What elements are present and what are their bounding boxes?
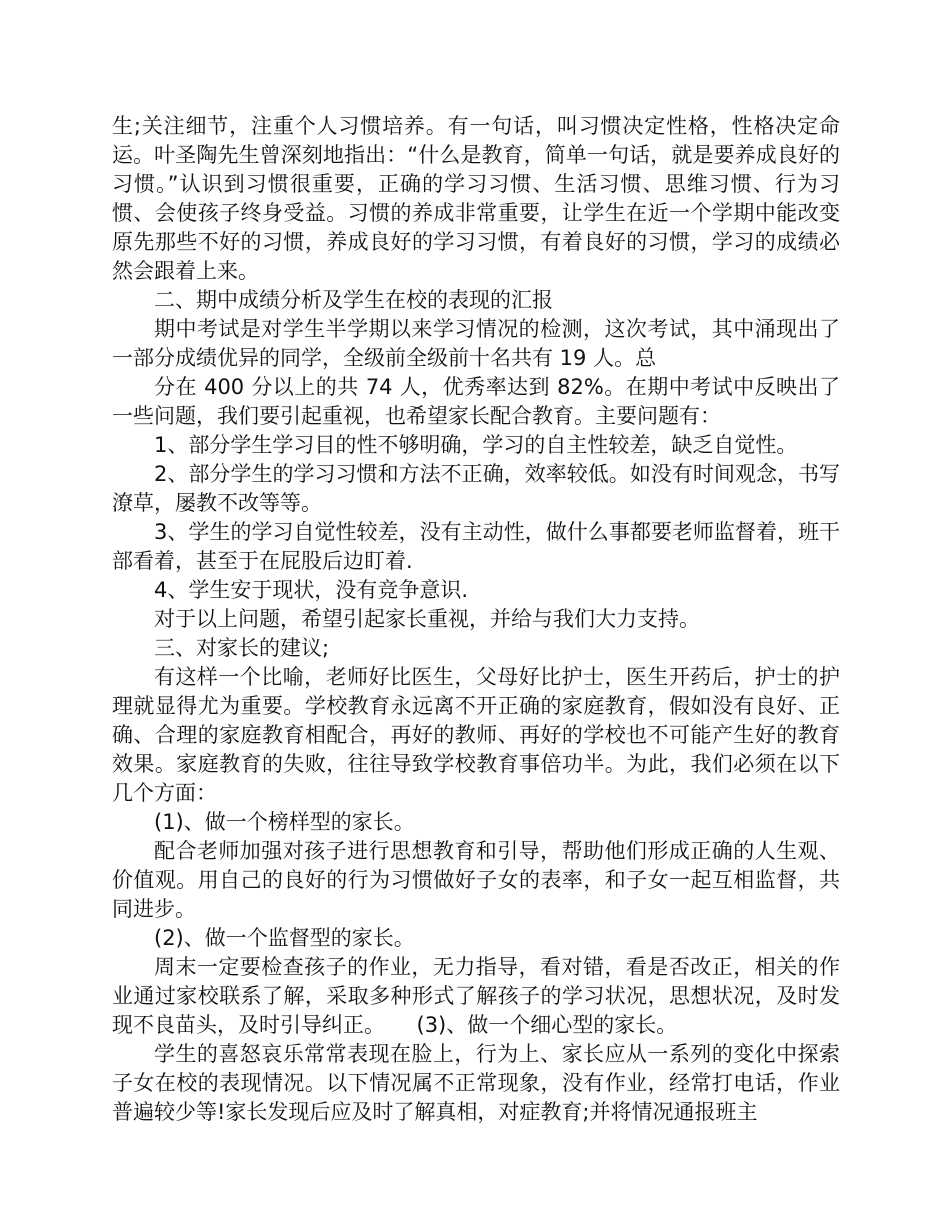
subheading-supervising-parent: (2)、做一个监督型的家长。 <box>154 926 415 950</box>
heading-midterm-analysis: 二、期中成绩分析及学生在校的表现的汇报 <box>154 288 553 312</box>
paragraph-habits: 生;关注细节，注重个人习惯培养。有一句话，叫习惯决定性格，性格决定命运。叶圣陶先生曾深刻地指出：“什么是教育，简单一句话，就是要养成良好的习惯。”认识到习惯很重要，正确的学习习惯、生活习惯、思维习惯、行为习惯、会使孩子终身受益。习惯的养成非常重要，让学生在近一个学期中能改变原先那些不好的习惯，养成良好的学习习惯，有着良好的习惯，学习的成绩必然会跟着上来。 <box>112 114 840 283</box>
paragraph-request-support: 对于以上问题，希望引起家长重视，并给与我们大力支持。 <box>154 607 700 631</box>
problem-item-1: 1、部分学生学习目的性不够明确，学习的自主性较差，缺乏自觉性。 <box>154 433 798 457</box>
subheading-role-model-parent: (1)、做一个榜样型的家长。 <box>154 810 415 834</box>
paragraph-metaphor: 有这样一个比喻，老师好比医生，父母好比护士，医生开药后，护士的护理就显得尤为重要。学校教育永远离不开正确的家庭教育，假如没有良好、正确、合理的家庭教育相配合，再好的教师、再好的学校也不可能产生好的教育效果。家庭教育的失败，往往导致学校教育事倍功半。为此，我们必须在以下几个方面： <box>112 665 840 805</box>
paragraph-midterm-results: 期中考试是对学生半学期以来学习情况的检测，这次考试，其中涌现出了一部分成绩优异的同学，全级前全级前十名共有 19 人。总 <box>112 317 840 370</box>
problem-item-3: 3、学生的学习自觉性较差，没有主动性，做什么事都要老师监督着，班干部看着，甚至于在屁股后边盯着. <box>112 520 840 573</box>
problem-item-2: 2、部分学生的学习习惯和方法不正确，效率较低。如没有时间观念，书写潦草，屡教不改等等。 <box>112 462 840 515</box>
document-body <box>112 112 840 1127</box>
paragraph-attentive-parent: 学生的喜怒哀乐常常表现在脸上，行为上、家长应从一系列的变化中探索子女在校的表现情况。以下情况属不正常现象，没有作业，经常打电话，作业普遍较少等!家长发现后应及时了解真相，对症教育;并将情况通报班主 <box>112 1042 840 1124</box>
heading-parent-suggestions: 三、对家长的建议; <box>154 636 330 660</box>
paragraph-role-model: 配合老师加强对孩子进行思想教育和引导，帮助他们形成正确的人生观、价值观。用自己的良好的行为习惯做好子女的表率，和子女一起互相监督，共同进步。 <box>112 839 840 921</box>
problem-item-4: 4、学生安于现状，没有竞争意识. <box>154 578 469 602</box>
paragraph-supervision: 周末一定要检查孩子的作业，无力指导，看对错，看是否改正，相关的作业通过家校联系了解，采取多种形式了解孩子的学习状况，思想状况，及时发现不良苗头，及时引导纠正。 (3)、做一个细心型的家长。 <box>112 955 840 1037</box>
paragraph-score-summary: 分在 400 分以上的共 74 人，优秀率达到 82%。在期中考试中反映出了一些问题，我们要引起重视，也希望家长配合教育。主要问题有： <box>112 375 840 428</box>
